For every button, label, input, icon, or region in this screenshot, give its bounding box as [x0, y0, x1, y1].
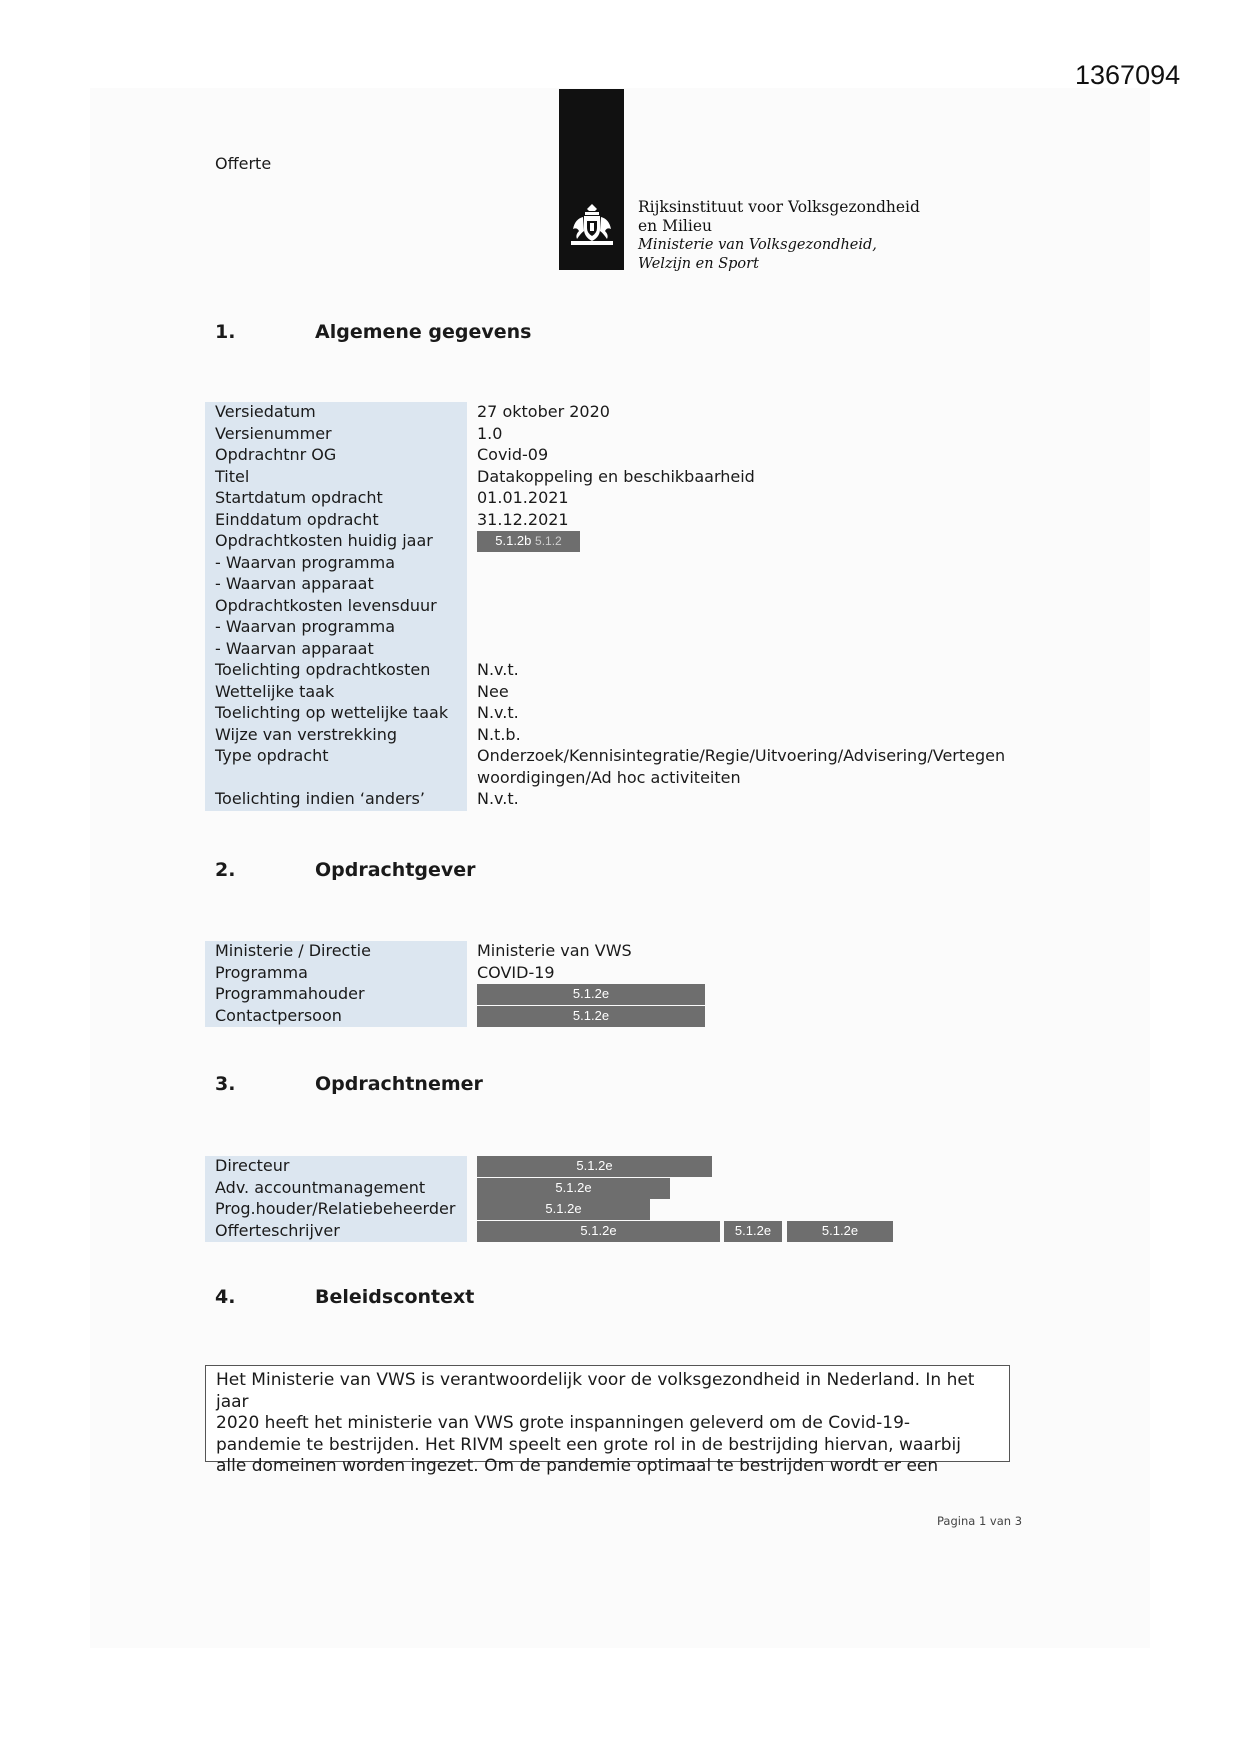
field-value: 31.12.2021 [477, 509, 569, 529]
field-label: Opdrachtkosten huidig jaar [205, 531, 467, 553]
page-number: Pagina 1 van 3 [937, 1514, 1023, 1528]
redaction-code: 5.1.2b [495, 533, 532, 548]
field-value: Ministerie van VWS [477, 941, 632, 960]
table-row [205, 574, 1037, 596]
field-label: Einddatum opdracht [205, 510, 467, 532]
redaction-block: 5.1.2e [477, 984, 705, 1005]
field-label: Programma [205, 963, 467, 985]
field-value: Nee [477, 681, 509, 701]
org-name-line2: en Milieu [638, 217, 712, 235]
field-label: - Waarvan apparaat [205, 639, 467, 661]
field-label: Directeur [205, 1156, 467, 1178]
redaction-block: 5.1.2e [787, 1221, 893, 1242]
table-row [205, 963, 1037, 985]
field-value-continued: woordigingen/Ad hoc activiteiten [477, 767, 741, 787]
field-value [467, 639, 1037, 661]
table-row [205, 424, 1037, 446]
field-label: Versienummer [205, 424, 467, 446]
field-value: COVID-19 [477, 962, 555, 982]
section-heading-client [215, 859, 476, 881]
table-row [205, 531, 1037, 553]
organization-name [638, 198, 920, 274]
field-value: 01.01.2021 [477, 488, 569, 507]
field-value: N.t.b. [477, 724, 521, 744]
field-value: 27 oktober 2020 [477, 402, 610, 421]
table-row [205, 639, 1037, 661]
table-row [205, 488, 1037, 510]
field-label: Titel [205, 467, 467, 489]
field-value [467, 617, 1037, 639]
field-value: N.v.t. [477, 789, 519, 808]
field-value: 1.0 [477, 423, 503, 443]
section-title: Opdrachtgever [315, 859, 476, 881]
table-row [205, 402, 1037, 424]
ministry-line2: Welzijn en Sport [638, 256, 759, 272]
redaction-code-small: 5.1.2 [535, 534, 562, 548]
text-line: alle domeinen worden ingezet. Om de pandemie optimaal te bestrijden wordt er een [216, 1456, 939, 1476]
table-row [205, 703, 1037, 725]
field-label: Opdrachtnr OG [205, 445, 467, 467]
field-value: Onderzoek/Kennisintegratie/Regie/Uitvoering/Advisering/Vertegen [477, 746, 1006, 765]
redaction-block: 5.1.2e [477, 1006, 705, 1027]
field-value [467, 574, 1037, 596]
table-row [205, 467, 1037, 489]
field-value: Covid-09 [477, 445, 549, 464]
section-heading-contractor [215, 1073, 483, 1095]
field-label: Toelichting op wettelijke taak [205, 703, 467, 725]
table-row [205, 1156, 1037, 1178]
field-label: - Waarvan programma [205, 617, 467, 639]
section-title: Algemene gegevens [315, 321, 532, 343]
table-row [205, 984, 1037, 1006]
redaction-block: 5.1.2e [477, 1221, 720, 1242]
text-line: pandemie te bestrijden. Het RIVM speelt een grote rol in de bestrijding hiervan, waarbij [216, 1434, 961, 1455]
section-number: 4. [215, 1286, 236, 1308]
field-value: N.v.t. [477, 703, 519, 722]
redaction-block: 5.1.2e [477, 1156, 712, 1177]
field-label: Prog.houder/Relatiebeheerder [205, 1199, 467, 1221]
field-label: Versiedatum [205, 402, 467, 424]
section-number: 3. [215, 1073, 236, 1095]
field-label: Opdrachtkosten levensduur [205, 596, 467, 618]
field-label: Toelichting opdrachtkosten [205, 660, 467, 682]
document-number: 1367094 [1075, 60, 1181, 90]
table-row [205, 617, 1037, 639]
document-type: Offerte [215, 154, 272, 173]
field-label: Adv. accountmanagement [205, 1178, 467, 1200]
table-row [205, 768, 1037, 790]
field-value: Datakoppeling en beschikbaarheid [477, 466, 755, 486]
text-line: 2020 heeft het ministerie van VWS grote inspanningen geleverd om de Covid-19- [216, 1413, 911, 1433]
redaction-block: 5.1.2e [477, 1199, 650, 1220]
table-row [205, 1178, 1037, 1200]
table-row [205, 1221, 1037, 1243]
section-heading-policy-context [215, 1286, 474, 1308]
table-row [205, 660, 1037, 682]
section-heading-general [215, 321, 532, 343]
field-label: Wettelijke taak [205, 682, 467, 704]
field-label: Toelichting indien ‘anders’ [205, 789, 467, 811]
policy-context-textbox [205, 1365, 1010, 1476]
table-row [205, 596, 1037, 618]
redaction-block: 5.1.2e [477, 1178, 670, 1199]
table-row [205, 510, 1037, 532]
field-label: - Waarvan programma [205, 553, 467, 575]
table-row [205, 1006, 1037, 1028]
field-label: Wijze van verstrekking [205, 725, 467, 747]
table-row [205, 553, 1037, 575]
table-row [205, 682, 1037, 704]
client-table [205, 941, 1037, 1027]
section-number: 2. [215, 859, 236, 881]
table-row [205, 746, 1037, 768]
redaction-block [477, 531, 580, 552]
field-label: Startdatum opdracht [205, 488, 467, 510]
field-label: Type opdracht [205, 746, 467, 768]
table-row [205, 1199, 1037, 1221]
redaction-block: 5.1.2e [724, 1221, 782, 1242]
field-label: Contactpersoon [205, 1006, 467, 1028]
contractor-table [205, 1156, 1037, 1242]
field-label: - Waarvan apparaat [205, 574, 467, 596]
text-line: Het Ministerie van VWS is verantwoordelijk voor de volksgezondheid in Nederland. In het jaar [216, 1370, 975, 1412]
field-value [467, 553, 1037, 575]
ministry-line1: Ministerie van Volksgezondheid, [638, 237, 877, 253]
section-number: 1. [215, 321, 236, 343]
table-row [205, 445, 1037, 467]
field-label: Programmahouder [205, 984, 467, 1006]
coat-of-arms-icon [567, 201, 617, 251]
section-title: Opdrachtnemer [315, 1073, 483, 1095]
general-details-table [205, 402, 1037, 811]
org-name-line1: Rijksinstituut voor Volksgezondheid [638, 198, 920, 216]
section-title: Beleidscontext [315, 1286, 475, 1308]
field-label: Ministerie / Directie [205, 941, 467, 963]
field-value: N.v.t. [477, 660, 519, 679]
table-row [205, 789, 1037, 811]
table-row [205, 725, 1037, 747]
government-logo [559, 89, 624, 270]
field-value [467, 596, 1037, 618]
field-label: Offerteschrijver [205, 1221, 467, 1243]
table-row [205, 941, 1037, 963]
